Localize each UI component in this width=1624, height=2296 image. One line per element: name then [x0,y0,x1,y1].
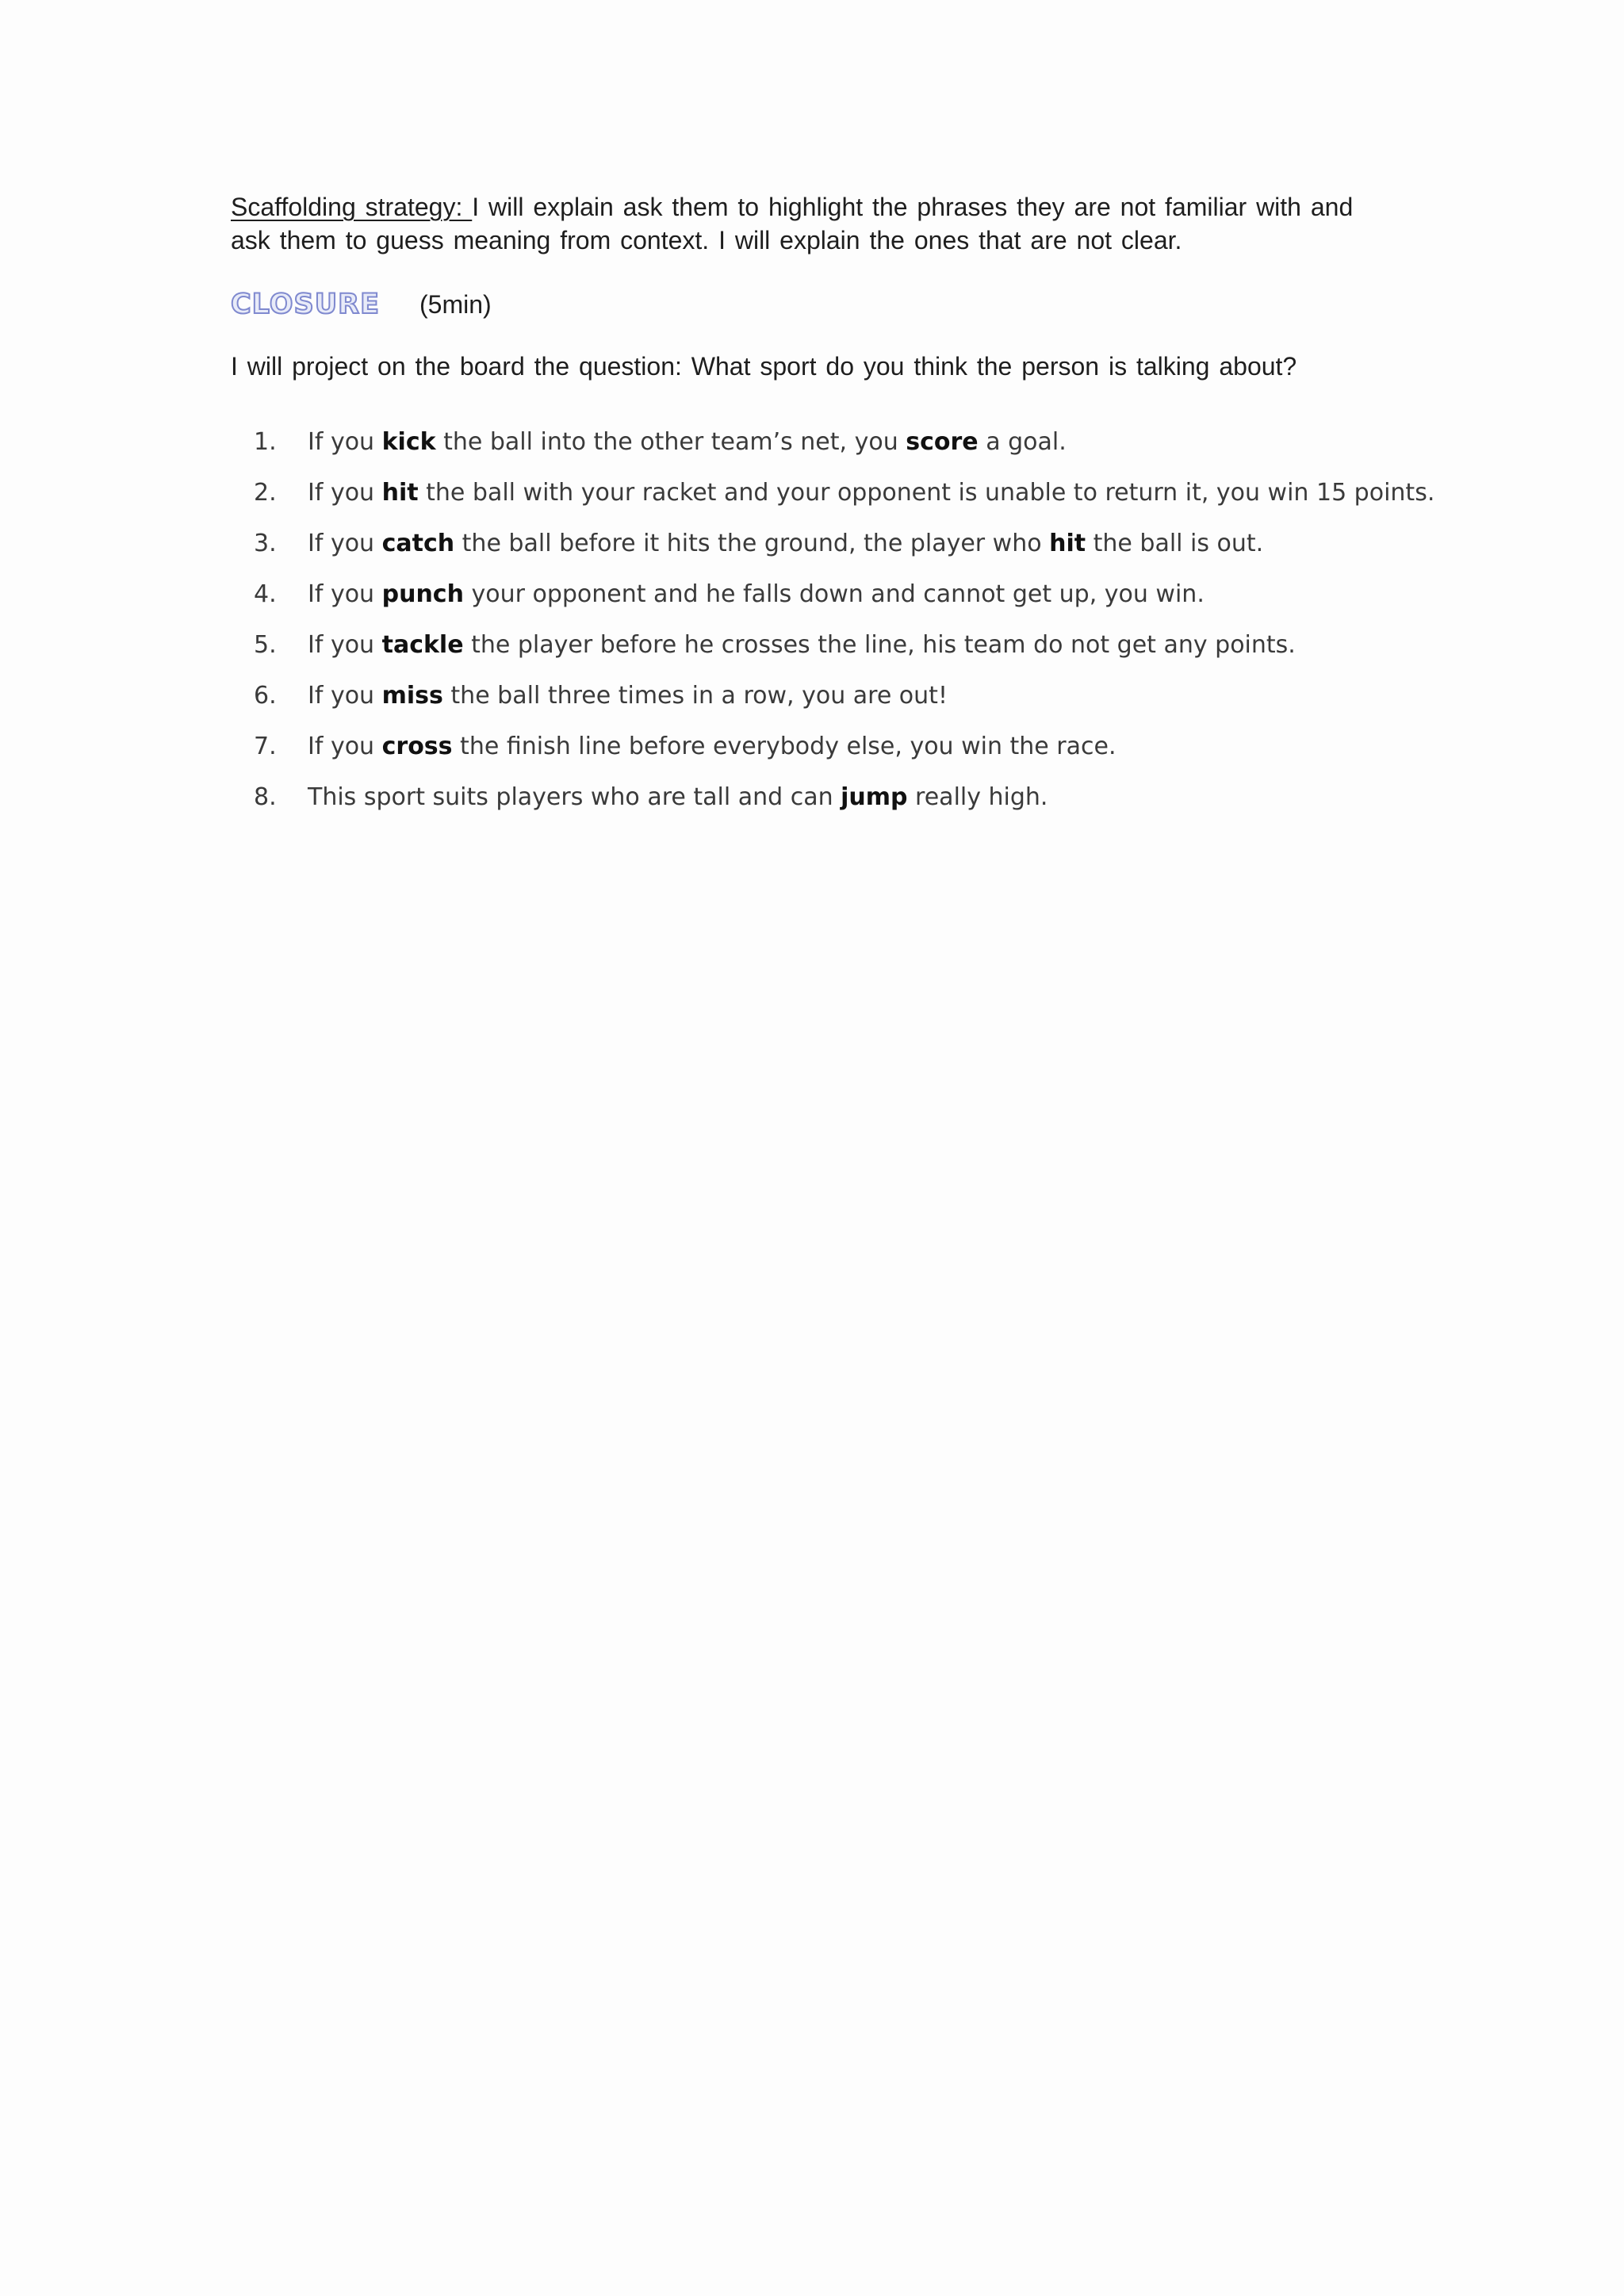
closure-heading [231,285,492,323]
item-text-pre: If you [308,732,382,760]
item-text [308,631,1296,659]
item-text-mid: the ball before it hits the ground, the player who [454,529,1050,557]
item-text-mid: the ball into the other team’s net, you [435,427,906,456]
item-text-pre: If you [308,681,382,710]
item-number: 2. [254,478,277,507]
closure-title: CLOSURE [231,289,380,320]
list-item [254,518,1411,568]
item-text-mid: really high. [907,783,1048,811]
item-keyword-2: score [906,427,979,456]
item-text-pre: If you [308,478,382,507]
item-keyword: hit [381,478,419,507]
item-text [308,428,1067,456]
item-text-mid: your opponent and he falls down and cannot get up, you win. [463,580,1205,608]
question-text: I will project on the board the question: What sport do you think the person is talking about? [231,352,1297,381]
item-text-mid: the ball three times in a row, you are out! [442,681,948,710]
list-item [254,721,1411,771]
item-text [308,783,1048,811]
scaffolding-label: Scaffolding strategy: [231,193,473,221]
item-text-mid: the finish line before everybody else, you win the race. [452,732,1116,760]
item-number: 3. [254,529,277,557]
item-text-pre: This sport suits players who are tall and can [308,783,841,811]
item-number: 4. [254,580,277,608]
item-number: 8. [254,783,277,811]
item-text [308,530,1263,557]
item-number: 7. [254,732,277,760]
sport-clues-list [254,416,1435,822]
item-number: 5. [254,630,277,659]
item-text-mid: the ball with your racket and your opponent is unable to return it, you win 15 points. [418,478,1435,507]
scaffolding-paragraph [231,190,1365,257]
item-text-mid: the player before he crosses the line, his team do not get any points. [463,630,1296,659]
item-number: 1. [254,427,277,456]
item-text-pre: If you [308,580,382,608]
closure-time: (5min) [419,289,492,319]
item-keyword-2: hit [1049,529,1086,557]
item-keyword: miss [381,681,443,710]
item-text-post: a goal. [978,427,1067,456]
item-text-pre: If you [308,630,382,659]
list-item [254,619,1411,670]
item-text-pre: If you [308,529,382,557]
list-item [254,467,1435,518]
item-text [308,733,1116,760]
item-text [308,580,1205,608]
list-item [254,670,1411,721]
item-text-post: the ball is out. [1086,529,1264,557]
scaffolding-text: I will explain ask them to highlight the phrases they are not familiar with and ask them to guess meaning from context. I will explain the ones that are not clear. [231,193,1354,254]
item-text [308,479,1434,507]
item-keyword: punch [381,580,464,608]
item-keyword: kick [381,427,436,456]
list-item [254,568,1411,619]
item-keyword: tackle [381,630,464,659]
list-item [254,416,1411,467]
item-text [308,682,948,710]
item-keyword: jump [841,783,908,811]
item-keyword: cross [381,732,453,760]
item-number: 6. [254,681,277,710]
list-item [254,771,1411,822]
item-keyword: catch [381,529,455,557]
item-text-pre: If you [308,427,382,456]
